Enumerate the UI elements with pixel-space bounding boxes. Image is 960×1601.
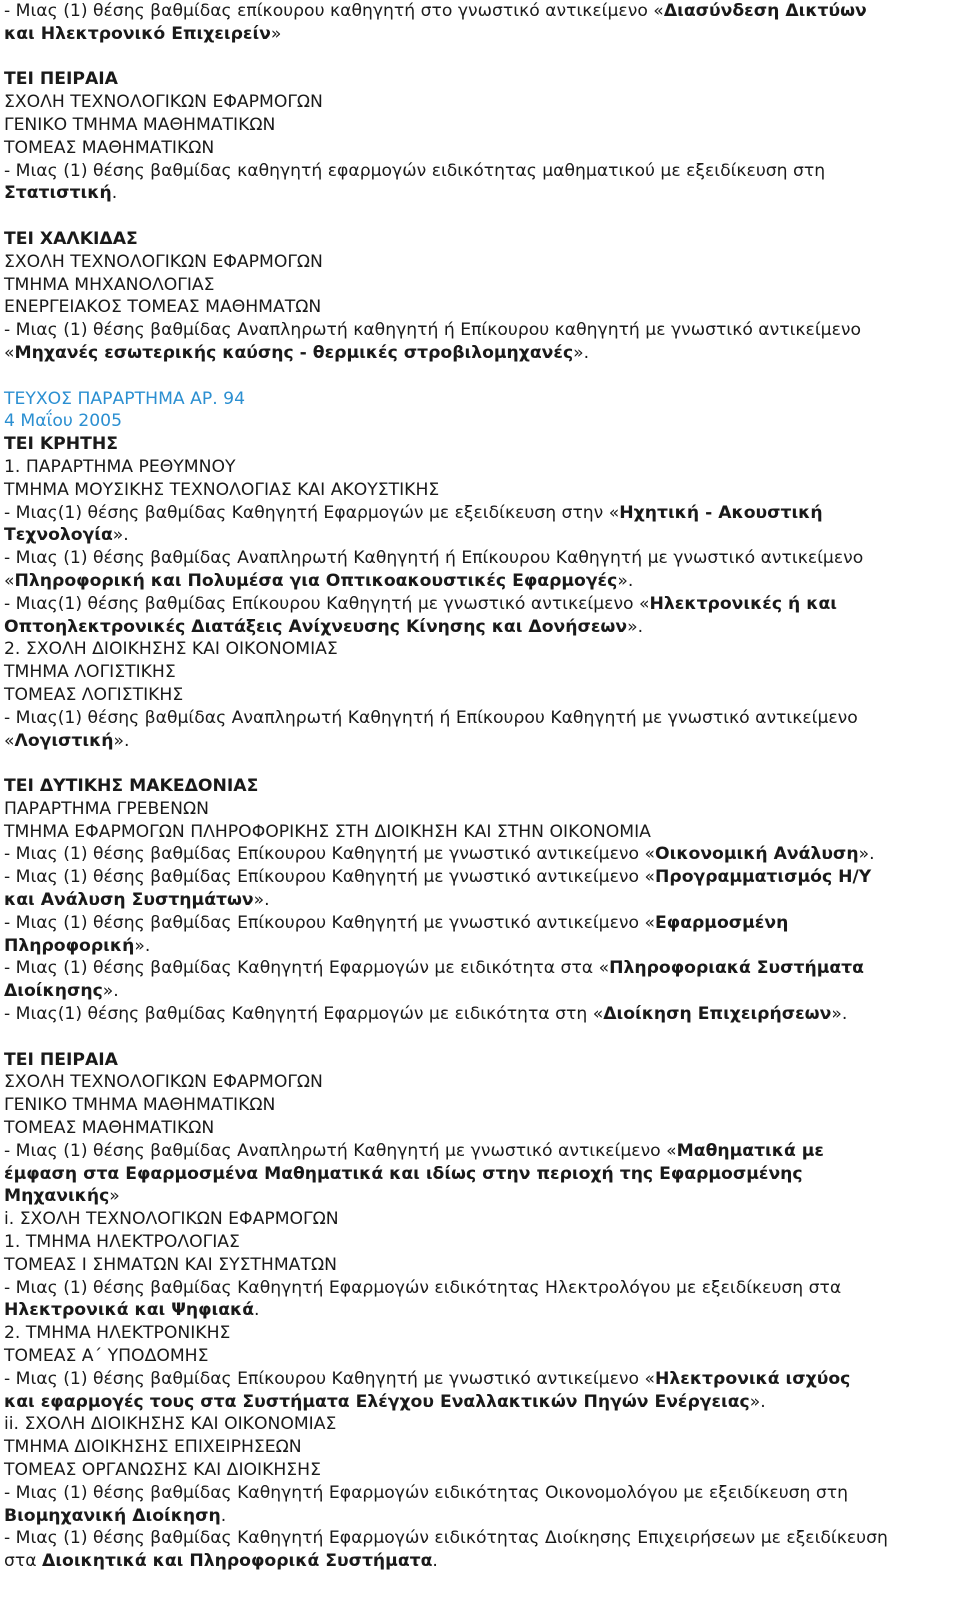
text-run: - Μιας (1) θέσης βαθμίδας Επίκουρου Καθηγητή με γνωστικό αντικείμενο « [4,844,656,865]
bold-text: Πληροφορική και Πολυμέσα για Οπτικοακουστικές Εφαρμογές [14,570,618,591]
text-run: . [432,1551,438,1572]
text-run: . [111,183,118,204]
bold-text: έμφαση στα Εφαρμοσμένα Μαθηματικά και ιδίως στην περιοχή της Εφαρμοσμένης [4,1163,803,1184]
text-line [4,821,946,844]
text-line [4,23,946,46]
text-line [4,1368,946,1391]
text-run: - Μιας (1) θέσης βαθμίδας Αναπληρωτή Καθηγητή ή Επίκουρου Καθηγητή με γνωστικό αντικείμενο [4,548,864,569]
bold-text: Οπτοηλεκτρονικές Διατάξεις Ανίχνευσης Κίνησης και Δονήσεων [4,616,628,637]
text-run: - Μιας (1) θέσης βαθμίδας Καθηγητή Εφαρμογών με ειδικότητα στα « [4,958,610,979]
bold-text: ΤΕΙ ΠΕΙΡΑΙΑ [4,69,118,90]
text-run: ΤΜΗΜΑ ΔΙΟΙΚΗΣΗΣ ΕΠΙΧΕΙΡΗΣΕΩΝ [4,1437,302,1458]
text-line [4,68,946,91]
text-run: 1. ΤΜΗΜΑ ΗΛΕΚΤΡΟΛΟΓΙΑΣ [4,1232,240,1253]
text-line [4,684,946,707]
bold-text: και εφαρμογές τους στα Συστήματα Ελέγχου Εναλλακτικών Πηγών Ενέργειας [4,1391,750,1412]
text-line [4,1550,946,1573]
text-run: ΠΑΡΑΡΤΗΜΑ ΓΡΕΒΕΝΩΝ [4,798,209,819]
text-line [4,1208,946,1231]
text-line [4,638,946,661]
text-run: ΓΕΝΙΚΟ ΤΜΗΜΑ ΜΑΘΗΜΑΤΙΚΩΝ [4,1095,276,1116]
bold-text: Οικονομική Ανάλυση [655,844,859,865]
text-line [4,1322,946,1345]
blank-line [4,205,946,228]
text-run: ΣΧΟΛΗ ΤΕΧΝΟΛΟΓΙΚΩΝ ΕΦΑΡΜΟΓΩΝ [4,251,323,272]
text-line [4,410,946,433]
bold-text: Εφαρμοσμένη [655,912,789,933]
text-line [4,775,946,798]
text-line [4,1482,946,1505]
blank-line [4,1026,946,1049]
text-line [4,1277,946,1300]
text-line [4,707,946,730]
text-line [4,319,946,342]
text-run: i. ΣΧΟΛΗ ΤΕΧΝΟΛΟΓΙΚΩΝ ΕΦΑΡΜΟΓΩΝ [4,1209,339,1230]
text-line [4,1185,946,1208]
text-line [4,935,946,958]
text-line [4,160,946,183]
text-run: ΤΟΜΕΑΣ ΜΑΘΗΜΑΤΙΚΩΝ [4,1118,215,1139]
text-run: . [220,1505,227,1526]
text-line [4,866,946,889]
text-line [4,251,946,274]
blank-line [4,365,946,388]
text-line [4,1436,946,1459]
text-line [4,843,946,866]
text-run: ΤΟΜΕΑΣ ΜΑΘΗΜΑΤΙΚΩΝ [4,137,215,158]
text-line [4,1094,946,1117]
text-line [4,91,946,114]
text-run: ΤΟΜΕΑΣ ΛΟΓΙΣΤΙΚΗΣ [4,684,184,705]
bold-text: Ηλεκτρονικές ή και [649,593,837,614]
text-line [4,547,946,570]
text-run: - Μιας(1) θέσης βαθμίδας Επίκουρου Καθηγητή με γνωστικό αντικείμενο « [4,593,650,614]
bold-text: Ηλεκτρονικά ισχύος [655,1368,851,1389]
text-line [4,228,946,251]
text-run: 1. ΠΑΡΑΡΤΗΜΑ ΡΕΘΥΜΝΟΥ [4,456,236,477]
text-run: ΓΕΝΙΚΟ ΤΜΗΜΑ ΜΑΘΗΜΑΤΙΚΩΝ [4,114,276,135]
bold-text: Προγραμματισμός Η/Υ [655,867,872,888]
text-line [4,570,946,593]
text-run: ». [102,981,119,1002]
text-line [4,1527,946,1550]
text-line [4,730,946,753]
text-line [4,616,946,639]
text-line [4,0,946,23]
text-line [4,1071,946,1094]
text-line [4,1459,946,1482]
text-run: - Μιας(1) θέσης βαθμίδας Καθηγητή Εφαρμογών με εξειδίκευση στην « [4,502,620,523]
text-line [4,798,946,821]
text-run: ». [831,1004,848,1025]
text-line [4,1505,946,1528]
text-line [4,274,946,297]
bold-text: Διασύνδεση Δικτύων [663,1,867,21]
text-run: 2. ΣΧΟΛΗ ΔΙΟΙΚΗΣΗΣ ΚΑΙ ΟΙΚΟΝΟΜΙΑΣ [4,639,338,660]
text-line [4,1163,946,1186]
bold-text: ΤΕΙ ΠΕΙΡΑΙΑ [4,1049,118,1070]
text-line [4,182,946,205]
text-run: - Μιας (1) θέσης βαθμίδας Καθηγητή Εφαρμογών ειδικότητας Ηλεκτρολόγου με εξειδίκευση στα [4,1277,842,1298]
text-line [4,114,946,137]
text-run: » [109,1186,120,1207]
text-line [4,957,946,980]
text-run: « [4,730,15,751]
bold-text: και Ανάλυση Συστημάτων [4,890,254,911]
text-line [4,524,946,547]
text-run: ΤΕΥΧΟΣ ΠΑΡΑΡΤΗΜΑ ΑΡ. 94 [4,388,246,409]
text-run: 2. ΤΜΗΜΑ ΗΛΕΚΤΡΟΝΙΚΗΣ [4,1323,231,1344]
text-run: ». [134,935,151,956]
text-run: - Μιας (1) θέσης βαθμίδας επίκουρου καθηγητή στο γνωστικό αντικείμενο « [4,1,664,21]
text-run: ». [858,844,875,865]
text-line [4,456,946,479]
bold-text: Βιομηχανική Διοίκηση [4,1505,221,1526]
text-run: ». [627,616,644,637]
text-line [4,1117,946,1140]
bold-text: Μαθηματικά με [676,1140,824,1161]
text-line [4,1345,946,1368]
text-run: - Μιας (1) θέσης βαθμίδας Επίκουρου Καθηγητή με γνωστικό αντικείμενο « [4,1368,656,1389]
bold-text: Μηχανές εσωτερικής καύσης - θερμικές στροβιλομηχανές [14,342,574,363]
text-run: - Μιας(1) θέσης βαθμίδας Αναπληρωτή Καθηγητή ή Επίκουρου Καθηγητή με γνωστικό αντικείμενο [4,707,858,728]
text-run: ». [112,525,129,546]
bold-text: ΤΕΙ ΧΑΛΚΙΔΑΣ [4,228,138,249]
text-run: . [254,1300,260,1321]
bold-text: Λογιστική [14,730,114,751]
text-run: ». [573,342,590,363]
text-run: - Μιας (1) θέσης βαθμίδας Καθηγητή Εφαρμογών ειδικότητας Οικονομολόγου με εξειδίκευση στη [4,1482,849,1503]
text-run: « [4,570,15,591]
text-run: 4 Μαΐου 2005 [4,411,123,432]
text-line [4,1254,946,1277]
text-run: ΤΜΗΜΑ ΜΟΥΣΙΚΗΣ ΤΕΧΝΟΛΟΓΙΑΣ ΚΑΙ ΑΚΟΥΣΤΙΚΗΣ [4,479,440,500]
text-run: ΤΜΗΜΑ ΕΦΑΡΜΟΓΩΝ ΠΛΗΡΟΦΟΡΙΚΗΣ ΣΤΗ ΔΙΟΙΚΗΣΗ ΚΑΙ ΣΤΗΝ ΟΙΚΟΝΟΜΙΑ [4,821,651,842]
text-line [4,889,946,912]
text-line [4,1003,946,1026]
text-line [4,433,946,456]
text-line [4,388,946,411]
bold-text: ΤΕΙ ΚΡΗΤΗΣ [4,434,118,455]
text-line [4,1231,946,1254]
text-line [4,342,946,365]
bold-text: και Ηλεκτρονικό Επιχειρείν [4,23,271,44]
text-run: ». [749,1391,766,1412]
text-run: - Μιας (1) θέσης βαθμίδας καθηγητή εφαρμογών ειδικότητας μαθηματικού με εξειδίκευση στη [4,160,826,181]
text-line [4,502,946,525]
text-line [4,1413,946,1436]
text-line [4,593,946,616]
text-line [4,980,946,1003]
blank-line [4,46,946,69]
text-run: - Μιας(1) θέσης βαθμίδας Καθηγητή Εφαρμογών με ειδικότητα στη « [4,1004,604,1025]
text-run: - Μιας (1) θέσης βαθμίδας Καθηγητή Εφαρμογών ειδικότητας Διοίκησης Επιχειρήσεων με εξειδίκευση [4,1528,888,1549]
bold-text: Διοίκησης [4,981,103,1002]
text-run: ΤΜΗΜΑ ΛΟΓΙΣΤΙΚΗΣ [4,662,176,683]
text-line [4,479,946,502]
text-line [4,661,946,684]
text-run: ». [113,730,130,751]
text-run: στα [4,1551,43,1572]
text-run: ii. ΣΧΟΛΗ ΔΙΟΙΚΗΣΗΣ ΚΑΙ ΟΙΚΟΝΟΜΙΑΣ [4,1414,337,1435]
bold-text: Ηλεκτρονικά και Ψηφιακά [4,1300,255,1321]
text-run: ΤΜΗΜΑ ΜΗΧΑΝΟΛΟΓΙΑΣ [4,274,215,295]
text-run: ΤΟΜΕΑΣ ΟΡΓΑΝΩΣΗΣ ΚΑΙ ΔΙΟΙΚΗΣΗΣ [4,1460,321,1480]
bold-text: Πληροφορική [4,935,135,956]
text-run: - Μιας (1) θέσης βαθμίδας Αναπληρωτή Καθηγητή με γνωστικό αντικείμενο « [4,1140,677,1161]
bold-text: Διοίκηση Επιχειρήσεων [603,1004,832,1025]
text-line [4,1391,946,1414]
text-run: ΣΧΟΛΗ ΤΕΧΝΟΛΟΓΙΚΩΝ ΕΦΑΡΜΟΓΩΝ [4,92,323,113]
text-run: » [270,23,282,44]
text-run: ΤΟΜΕΑΣ Α΄ ΥΠΟΔΟΜΗΣ [4,1346,209,1367]
text-line [4,137,946,160]
bold-text: Στατιστική [4,183,112,204]
blank-line [4,752,946,775]
text-run: ». [253,890,270,911]
text-run: ΤΟΜΕΑΣ Ι ΣΗΜΑΤΩΝ ΚΑΙ ΣΥΣΤΗΜΑΤΩΝ [4,1254,337,1275]
text-run: - Μιας (1) θέσης βαθμίδας Επίκουρου Καθηγητή με γνωστικό αντικείμενο « [4,867,656,888]
text-line [4,1049,946,1072]
text-run: ΕΝΕΡΓΕΙΑΚΟΣ ΤΟΜΕΑΣ ΜΑΘΗΜΑΤΩΝ [4,297,322,318]
text-run: - Μιας (1) θέσης βαθμίδας Αναπληρωτή καθηγητή ή Επίκουρου καθηγητή με γνωστικό αντικείμενο [4,320,861,341]
text-run: ΣΧΟΛΗ ΤΕΧΝΟΛΟΓΙΚΩΝ ΕΦΑΡΜΟΓΩΝ [4,1072,323,1093]
bold-text: Ηχητική - Ακουστική [619,502,823,523]
bold-text: Διοικητικά και Πληροφορικά Συστήματα [42,1551,433,1572]
text-line [4,296,946,319]
text-line [4,912,946,935]
text-run: - Μιας (1) θέσης βαθμίδας Επίκουρου Καθηγητή με γνωστικό αντικείμενο « [4,912,656,933]
bold-text: Τεχνολογία [4,525,113,546]
bold-text: Μηχανικής [4,1186,110,1207]
bold-text: Πληροφοριακά Συστήματα [609,958,864,979]
bold-text: ΤΕΙ ΔΥΤΙΚΗΣ ΜΑΚΕΔΟΝΙΑΣ [4,776,259,797]
text-line [4,1299,946,1322]
text-run: « [4,342,15,363]
text-line [4,1140,946,1163]
text-run: ». [617,570,634,591]
